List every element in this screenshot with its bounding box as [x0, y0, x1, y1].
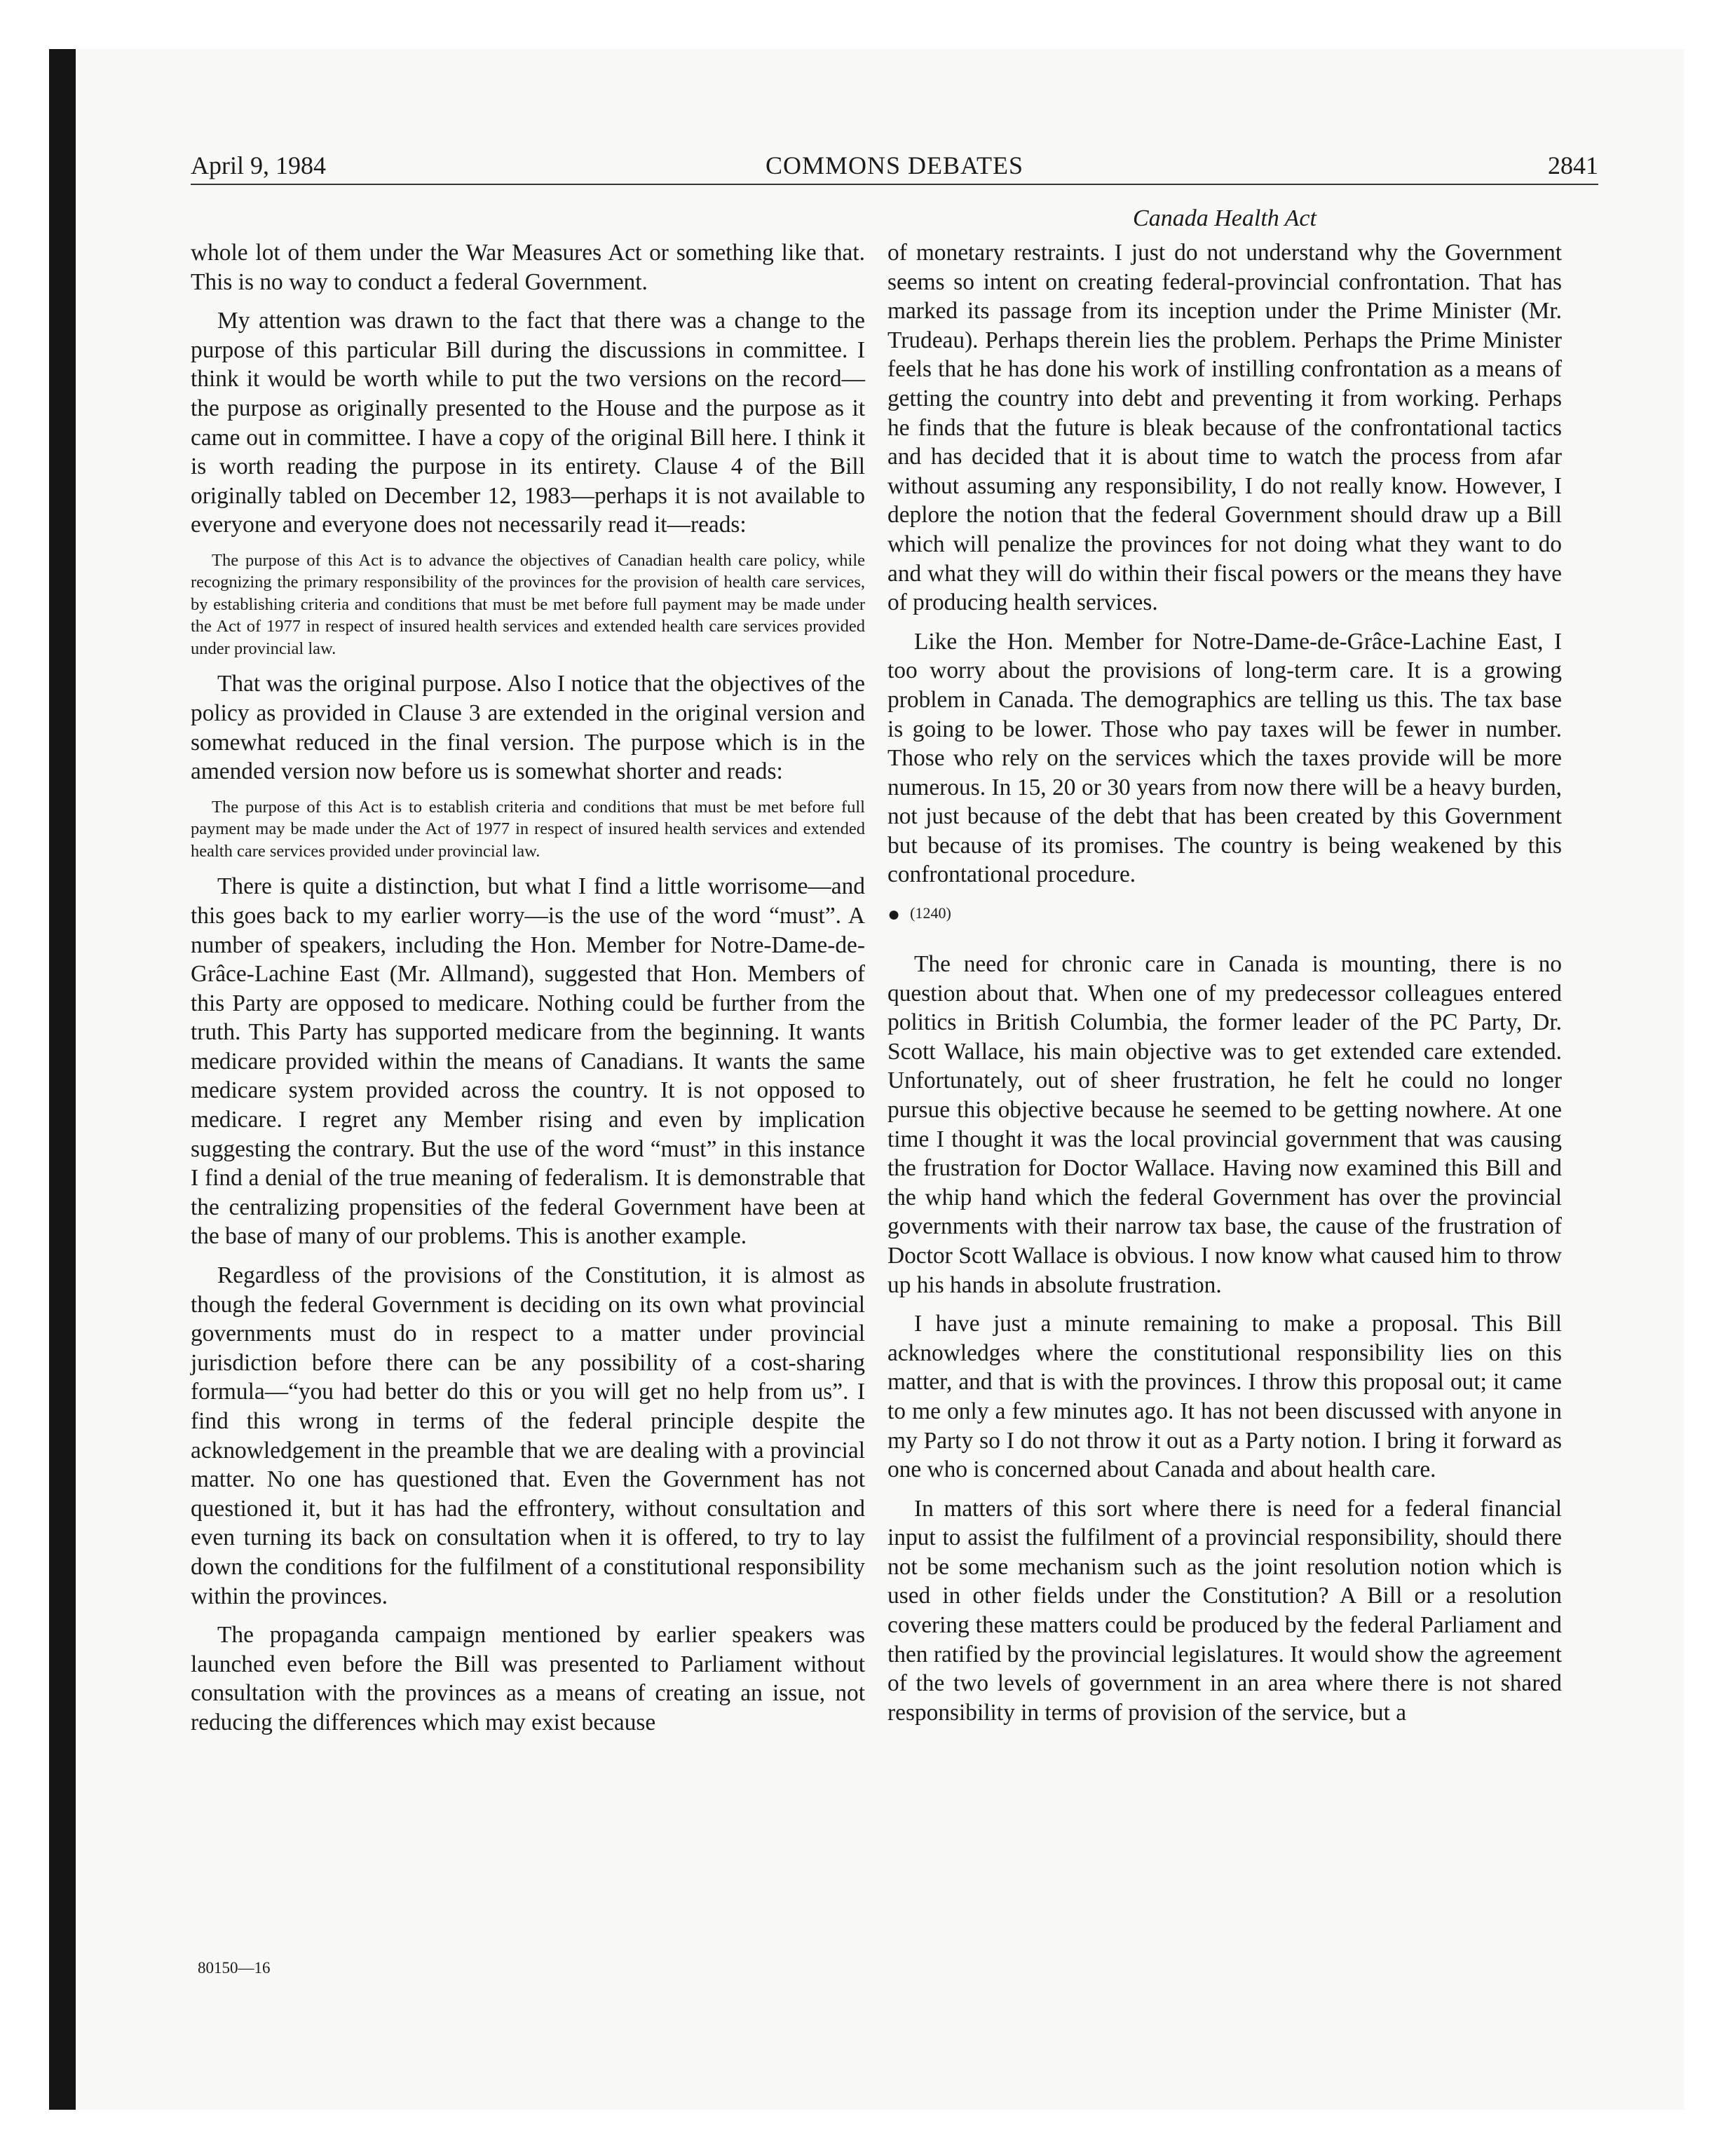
paragraph: In matters of this sort where there is need for a federal financial input to assist the fulfilment of a provincial responsibility, should there not be some mechanism such as the joint resolution notion which is used in other fields under the Constitution? A Bill or a resolution covering these matters could be produced by the federal Parliament and then ratified by the provincial legislatures. It would show the agreement of the two levels of government in an area where there is not shared responsibility in terms of provision of the service, but a — [887, 1495, 1562, 1726]
paragraph: My attention was drawn to the fact that there was a change to the purpose of this particular Bill during the discussions in committee. I think it would be worth while to put the two versions on the record—the purpose as originally presented to the House and the purpose as it came out in committee. I have a copy of the original Bill here. I think it is worth reading the purpose in its entirety. Clause 4 of the Bill originally tabled on December 12, 1983—perhaps it is not available to everyone and everyone does not necessarily read it—reads: — [191, 308, 865, 538]
paragraph: The need for chronic care in Canada is mounting, there is no question about that. When one of my predecessor colleagues entered politics in British Columbia, the former leader of the PC Party, Dr. Scott Wallace, his main objective was to get extended care extended. Unfortunately, out of sheer frustration, he felt he could no longer pursue this objective because he seemed to be getting nowhere. At one time I thought it was the local provincial government that was causing the frustration for Doctor Wallace. Having now examined this Bill and the whip hand which the federal Government has over the provincial governments with their narrow tax base, the cause of the frustration of Doctor Scott Wallace is obvious. I now know what caused him to throw up his hands in absolute frustration. — [887, 951, 1562, 1298]
time-marker-label: (1240) — [910, 904, 951, 922]
paragraph: Like the Hon. Member for Notre-Dame-de-Grâce-Lachine East, I too worry about the provisions of long-term care. It is a growing problem in Canada. The demographics are telling us this. The tax base is going to be lower. Those who pay taxes will be fewer in number. Those who rely on the services which the taxes provide will be more numerous. In 15, 20 or 30 years from now there will be a heavy burden, not just because of the debt that has been created by this Government but because of its promises. The country is being weakened by this confrontational procedure. — [887, 628, 1562, 888]
paragraph: The propaganda campaign mentioned by earlier speakers was launched even before the Bill was presented to Parliament without consultation with the provinces as a means of creating an issue, not reducing the differences which may exist because — [191, 1622, 865, 1735]
header-page-number: 2841 — [1548, 151, 1598, 179]
header-rule — [191, 184, 1598, 185]
paragraph: That was the original purpose. Also I notice that the objectives of the policy as provided in Clause 3 are extended in the original version and somewhat reduced in the final version. The purpose which is in the amended version now before us is somewhat shorter and reads: — [191, 671, 865, 785]
page-header — [191, 147, 1598, 184]
paragraph: I have just a minute remaining to make a proposal. This Bill acknowledges where the constitutional responsibility lies on this matter, and that is with the provinces. I throw this proposal out; it came to me only a few minutes ago. It has not been discussed with anyone in my Party so I do not throw it out as a Party notion. I bring it forward as one who is concerned about Canada and about health care. — [887, 1311, 1562, 1483]
quoted-clause: The purpose of this Act is to establish criteria and conditions that must be met before full payment may be made under the Act of 1977 in respect of insured health services and extended health care services provided under provincial law. — [191, 797, 865, 861]
scan-edge — [49, 49, 76, 2110]
header-title: COMMONS DEBATES — [765, 151, 1024, 179]
right-column — [887, 238, 1562, 1737]
quoted-clause: The purpose of this Act is to advance the objectives of Canadian health care policy, while recognizing the primary responsibility of the provinces for the provision of health care services, by establishing criteria and conditions that must be met before full payment may be made under the Act of 1977 in respect of insured health services and extended health care services provided under provincial law. — [191, 550, 865, 658]
running-head: Canada Health Act — [1133, 205, 1316, 231]
paragraph: Regardless of the provisions of the Constitution, it is almost as though the federal Government is deciding on its own what provincial governments must do in respect to a matter under provincial jurisdiction before there can be any possibility of a cost-sharing formula—“you had better do this or you will get no help from us”. I find this wrong in terms of the federal principle despite the acknowledgement in the preamble that we are dealing with a provincial matter. No one has questioned that. Even the Government has not questioned it, but it has had the effrontery, without consultation and even turning its back on consultation when it is offered, to try to lay down the conditions for the fulfilment of a constitutional responsibility within the provinces. — [191, 1262, 865, 1609]
paragraph: whole lot of them under the War Measures Act or something like that. This is no way to conduct a federal Government. — [191, 240, 865, 295]
time-marker — [887, 899, 1562, 929]
footer-code: 80150—16 — [198, 1959, 271, 1977]
paragraph: There is quite a distinction, but what I find a little worrisome—and this goes back to my earlier worry—is the use of the word “must”. A number of speakers, including the Hon. Member for Notre-Dame-de-Grâce-Lachine East (Mr. Allmand), suggested that Hon. Members of this Party are opposed to medicare. Nothing could be further from the truth. This Party has supported medicare from the beginning. It wants medicare provided within the means of Canadians. It wants the same medicare system provided across the country. It is not opposed to medicare. I regret any Member rising and even by implication suggesting the contrary. But the use of the word “must” in this instance I find a denial of the true meaning of federalism. It is demonstrable that the centralizing propensities of the federal Government have been at the base of many of our problems. This is another example. — [191, 873, 865, 1250]
left-column — [191, 238, 865, 1747]
paragraph: of monetary restraints. I just do not understand why the Government seems so intent on creating federal-provincial confrontation. That has marked its passage from its inception under the Prime Minister (Mr. Trudeau). Perhaps therein lies the problem. Perhaps the Prime Minister feels that he has done his work of instilling confrontation as a means of getting the country into debt and preventing it from working. Perhaps he finds that the future is bleak because of the confrontational tactics and has decided that it is about time to watch the process from afar without assuming any responsibility, I do not really know. However, I deplore the notion that the federal Government should draw up a Bill which will penalize the provinces for not doing what they want to do and what they will do within their fiscal powers or the means they have of producing health services. — [887, 240, 1562, 616]
bullet-icon: ● — [887, 903, 901, 927]
header-date: April 9, 1984 — [191, 151, 326, 179]
